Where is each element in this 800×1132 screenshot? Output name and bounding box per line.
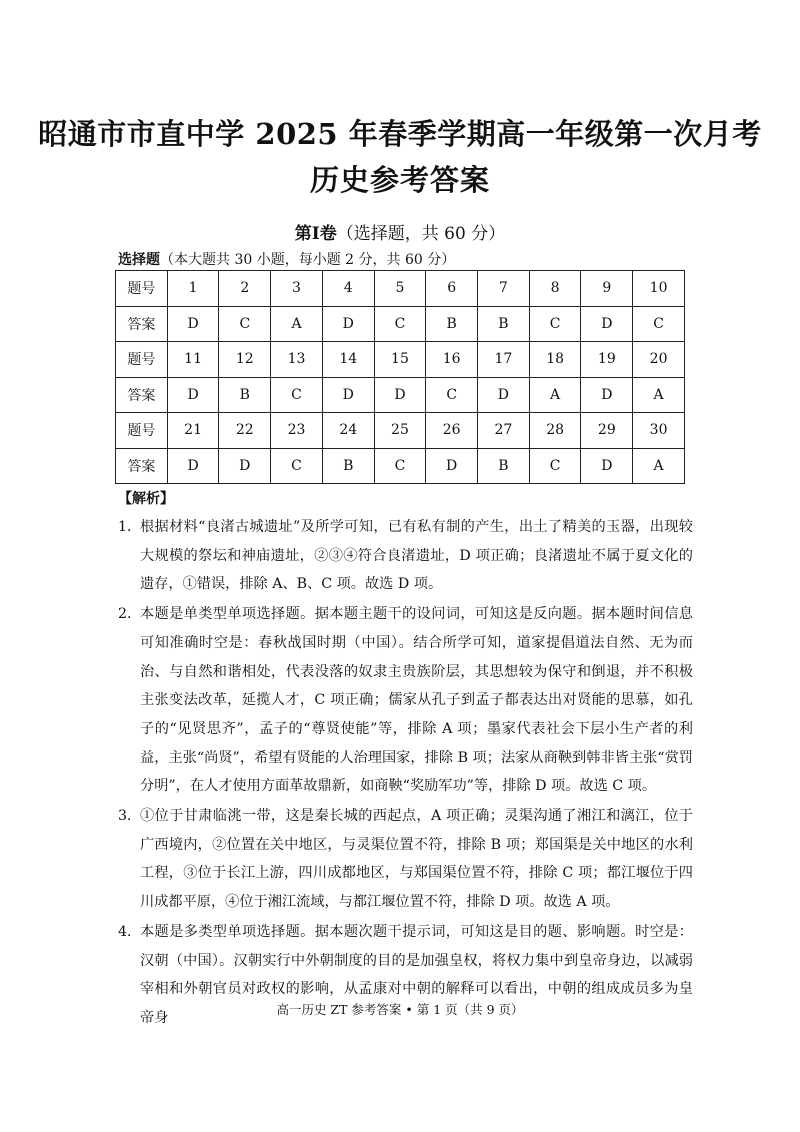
analysis-item-text: 本题是多类型单项选择题。据本题次题干提示词，可知这是目的题、影响题。时空是：汉朝（中国）。汉朝实行中外朝制度的目的是加强皇权，将权力集中到皇帝身边，以减弱宰相和外朝官员对政权的影响，从孟康对中朝的解释可以看出，中朝的组成成员多为皇帝身 — [140, 923, 693, 1026]
question-number-cell: 30 — [633, 413, 685, 449]
question-number-cell: 4 — [322, 271, 374, 307]
answer-row — [116, 448, 685, 484]
question-number-cell: 19 — [581, 342, 633, 378]
analysis-item-number: 1． — [118, 519, 142, 535]
section-note: （本大题共 30 小题，每小题 2 分，共 60 分） — [160, 252, 456, 268]
answer-cell: D — [322, 306, 374, 342]
answer-cell: C — [271, 377, 323, 413]
question-number-cell: 24 — [322, 413, 374, 449]
answer-cell: D — [167, 448, 219, 484]
question-row — [116, 413, 685, 449]
row-label: 答案 — [116, 448, 168, 484]
answer-cell: C — [426, 377, 478, 413]
question-number-cell: 2 — [219, 271, 271, 307]
title-line-1: 昭通市市直中学 2025 年春季学期高一年级第一次月考 — [38, 117, 762, 151]
answer-cell: A — [271, 306, 323, 342]
answer-cell: D — [219, 448, 271, 484]
answer-cell: D — [322, 377, 374, 413]
row-label: 答案 — [116, 306, 168, 342]
row-label: 题号 — [116, 413, 168, 449]
question-number-cell: 5 — [374, 271, 426, 307]
answer-cell: D — [167, 377, 219, 413]
question-number-cell: 11 — [167, 342, 219, 378]
answer-cell: B — [322, 448, 374, 484]
answer-row — [116, 377, 685, 413]
question-number-cell: 12 — [219, 342, 271, 378]
question-number-cell: 22 — [219, 413, 271, 449]
answer-cell: C — [219, 306, 271, 342]
question-number-cell: 13 — [271, 342, 323, 378]
answer-cell: C — [271, 448, 323, 484]
question-row — [116, 342, 685, 378]
answer-cell: B — [478, 448, 530, 484]
question-row — [116, 271, 685, 307]
question-number-cell: 16 — [426, 342, 478, 378]
answer-cell: A — [529, 377, 581, 413]
answer-cell: B — [426, 306, 478, 342]
question-number-cell: 20 — [633, 342, 685, 378]
answer-cell: D — [167, 306, 219, 342]
answer-cell: B — [478, 306, 530, 342]
question-number-cell: 17 — [478, 342, 530, 378]
analysis-heading: 【解析】 — [118, 491, 174, 507]
analysis-item — [118, 600, 693, 801]
question-number-cell: 23 — [271, 413, 323, 449]
answer-cell: C — [529, 448, 581, 484]
analysis-item-number: 3． — [118, 808, 142, 825]
question-number-cell: 26 — [426, 413, 478, 449]
analysis-item — [118, 802, 693, 917]
answer-cell: D — [581, 448, 633, 484]
section-heading — [118, 249, 455, 269]
answer-cell: C — [633, 306, 685, 342]
answer-cell: D — [478, 377, 530, 413]
question-number-cell: 1 — [167, 271, 219, 307]
question-number-cell: 27 — [478, 413, 530, 449]
question-number-cell: 15 — [374, 342, 426, 378]
answer-cell: D — [374, 377, 426, 413]
question-number-cell: 25 — [374, 413, 426, 449]
question-number-cell: 8 — [529, 271, 581, 307]
analysis-item-text: 本题是单类型单项选择题。据本题主题干的设问词，可知这是反向题。据本题时间信息可知准确时空是：春秋战国时期（中国）。结合所学可知，道家提倡道法自然、无为而治、与自然和谐相处，代表没落的奴隶主贵族阶层，其思想较为保守和倒退，并不积极主张变法改革，延揽人才，C 项正确；儒家从孔子到孟子都表达出对贤能的思慕，如孔子的“见贤思齐”，孟子的“尊贤使能”等，排除 A 项；墨家代表社会下层小生产者的利益，主张“尚贤”，希望有贤能的人治理国家，排除 B 项；法家从商鞅到韩非皆主张“赏罚分明”，在人才使用方面革故鼎新，如商鞅“奖励军功”等，排除 D 项。故选 C 项。 — [140, 606, 693, 795]
analysis-item-number: 4． — [118, 923, 142, 940]
question-number-cell: 14 — [322, 342, 374, 378]
section-label: 选择题 — [118, 252, 160, 268]
answer-row — [116, 306, 685, 342]
page-footer: 高一历史 ZT 参考答案 • 第 1 页（共 9 页） — [276, 1002, 524, 1017]
analysis-item-number: 2． — [118, 606, 142, 623]
question-number-cell: 28 — [529, 413, 581, 449]
title-line-2: 历史参考答案 — [309, 163, 490, 197]
answer-cell: C — [374, 306, 426, 342]
answer-table — [115, 270, 685, 484]
answer-cell: B — [219, 377, 271, 413]
answer-cell: C — [529, 306, 581, 342]
answer-cell: D — [581, 377, 633, 413]
question-number-cell: 18 — [529, 342, 581, 378]
answer-cell: A — [633, 377, 685, 413]
analysis-list — [118, 513, 693, 1034]
row-label: 答案 — [116, 377, 168, 413]
analysis-item-text: 根据材料“良渚古城遗址”及所学可知，已有私有制的产生，出土了精美的玉器，出现较大规模的祭坛和神庙遗址，②③④符合良渚遗址，D 项正确；良渚遗址不属于夏文化的遗存，①错误，排除 A、B、C 项。故选 D 项。 — [140, 519, 693, 593]
answer-cell: D — [426, 448, 478, 484]
answer-cell: D — [581, 306, 633, 342]
analysis-item-text: ①位于甘肃临洮一带，这是秦长城的西起点，A 项正确；灵渠沟通了湘江和漓江，位于广西境内，②位置在关中地区，与灵渠位置不符，排除 B 项；郑国渠是关中地区的水利工程，③位于长江上游，四川成都地区，与郑国渠位置不符，排除 C 项；都江堰位于四川成都平原，④位于湘江流域，与都江堰位置不符，排除 D 项。故选 A 项。 — [140, 808, 693, 911]
question-number-cell: 9 — [581, 271, 633, 307]
question-number-cell: 29 — [581, 413, 633, 449]
question-number-cell: 10 — [633, 271, 685, 307]
volume-heading — [0, 219, 800, 244]
analysis-item — [118, 513, 693, 599]
answer-cell: A — [633, 448, 685, 484]
volume-sub: （选择题，共 60 分） — [336, 224, 506, 244]
row-label: 题号 — [116, 271, 168, 307]
question-number-cell: 7 — [478, 271, 530, 307]
question-number-cell: 3 — [271, 271, 323, 307]
answer-cell: C — [374, 448, 426, 484]
volume-label: 第Ⅰ卷 — [294, 224, 337, 244]
question-number-cell: 6 — [426, 271, 478, 307]
row-label: 题号 — [116, 342, 168, 378]
question-number-cell: 21 — [167, 413, 219, 449]
